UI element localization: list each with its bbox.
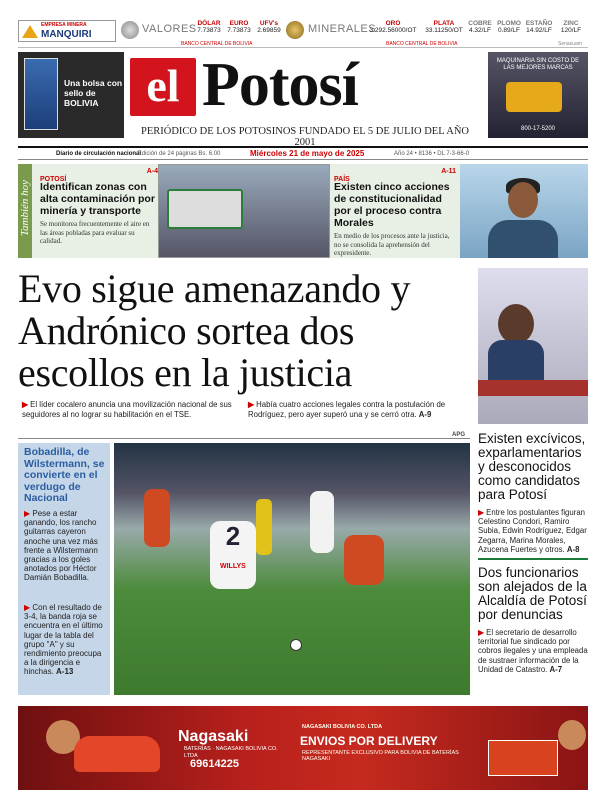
promo-left[interactable] bbox=[18, 52, 124, 138]
masthead bbox=[18, 50, 588, 146]
player-red-1 bbox=[144, 489, 170, 547]
newspaper-logo[interactable] bbox=[130, 51, 480, 119]
battery-image bbox=[488, 740, 558, 776]
player-white-2 bbox=[310, 491, 334, 553]
page-ref: A-7 bbox=[549, 664, 563, 674]
story-potosi-teaser[interactable] bbox=[40, 168, 158, 246]
zinc-value: 120/LF bbox=[560, 27, 582, 34]
oro-value: 3.292.56000/OT bbox=[369, 27, 417, 34]
mascot-right-image bbox=[558, 720, 586, 750]
minerals-icon bbox=[286, 21, 304, 39]
ad-headline: ENVIOS POR DELIVERY bbox=[300, 734, 438, 748]
ad-small-print: REPRESENTANTE EXCLUSIVO PARA BOLIVIA DE BATERÍAS NAGASAKI bbox=[302, 750, 459, 762]
ufv-label: UFV's bbox=[259, 20, 279, 27]
plomo-value: 0.89/LF bbox=[497, 27, 521, 34]
scooter-image bbox=[74, 736, 160, 772]
player-white-jersey: 2 bbox=[210, 521, 256, 589]
player-red-shooting bbox=[344, 535, 384, 585]
football-photo bbox=[114, 443, 470, 695]
page-ref: A-13 bbox=[56, 667, 74, 677]
page-ref: A-4 bbox=[146, 168, 158, 175]
page-ref: A-9 bbox=[418, 410, 432, 419]
ad-brand: Nagasaki bbox=[178, 728, 249, 745]
sport-column[interactable] bbox=[18, 443, 110, 695]
zinc-label: ZINC bbox=[563, 20, 579, 27]
bullet-text: Había cuatro acciones legales contra la postulación de Rodríguez, pero ayer superó una y se cerró otra. bbox=[248, 400, 446, 419]
main-headline[interactable]: Evo sigue amenazando y Andrónico sortea dos escollos en la justicia bbox=[18, 266, 411, 395]
person-suit bbox=[488, 340, 544, 384]
minerales-label: MINERALES bbox=[308, 23, 377, 35]
story-pais-teaser[interactable] bbox=[334, 168, 456, 258]
page-ref: A-8 bbox=[566, 544, 580, 554]
main-bullet-1: ▶ El líder cocalero anuncia una movilización nacional de sus seguidores al no lograr su habilitación en el TSE. bbox=[22, 400, 232, 419]
jersey-sponsor: WILLYS bbox=[220, 563, 246, 570]
section-label: PAÍS bbox=[334, 176, 350, 183]
edition-bar bbox=[18, 146, 588, 160]
main-bullet-2: ▶ Había cuatro acciones legales contra la postulación de Rodríguez, pero ayer superó una y se cerró otra. A-9 bbox=[248, 400, 446, 419]
manquiri-name: MANQUIRI bbox=[41, 29, 92, 40]
photo-credit: APG bbox=[452, 432, 466, 438]
logo-potosi: Potosí bbox=[202, 51, 358, 119]
edition-label: · Edición de 24 páginas Bs. 6.00 bbox=[134, 151, 221, 157]
cobre-value: 4.32/LF bbox=[468, 27, 492, 34]
sport-story bbox=[18, 438, 470, 694]
referee bbox=[256, 499, 272, 555]
coin-icon bbox=[121, 21, 139, 39]
portrait-suit bbox=[488, 220, 558, 258]
ad-sub: BATERÍAS · NAGASAKI BOLIVIA CO. LTDA bbox=[184, 746, 278, 759]
ufv-value: 2.69859 bbox=[257, 27, 281, 34]
plata-value: 33.11250/OT bbox=[425, 27, 463, 34]
product-bag-image bbox=[24, 58, 58, 130]
meeting-photo bbox=[478, 268, 588, 424]
ball bbox=[290, 639, 302, 651]
teaser-headline: Identifican zonas con alta contaminación por minería y transporte bbox=[40, 181, 155, 217]
nagasaki-ad[interactable] bbox=[18, 706, 588, 790]
manquiri-tagline: EMPRESA MINERA bbox=[41, 22, 87, 28]
estano-label: ESTAÑO bbox=[525, 20, 553, 27]
right-body: ▶ El secretario de desarrollo territorial fue sindicado por cobros ilegales y una empleada de sustraer información de la Unidad de Catastro. A-7 bbox=[478, 628, 588, 674]
teaser-summary: Se monitorea frecuentemente el aire en las áreas pobladas para evaluar su calidad. bbox=[40, 220, 150, 245]
table-cloth bbox=[478, 380, 588, 396]
estano-value: 14.92/LF bbox=[526, 27, 552, 34]
bus-image bbox=[167, 189, 243, 229]
issue-number: Año 24 • 8136 • DL 7-3-66-0 bbox=[394, 151, 470, 157]
right-story-2[interactable] bbox=[478, 558, 588, 674]
oro-label: ORO bbox=[385, 20, 401, 27]
plata-label: PLATA bbox=[433, 20, 455, 27]
section-label: POTOSÍ bbox=[40, 176, 67, 183]
euro-label: EURO bbox=[229, 20, 249, 27]
excavator-image bbox=[506, 82, 562, 112]
right-body: ▶ Entre los postulantes figuran Celestino Condori, Ramiro Subia, Edwin Rodríguez, Edgar Zegarra, Marina Morales, Azucena Fuertes y otros. A-8 bbox=[478, 508, 587, 554]
cobre-label: COBRE bbox=[468, 20, 492, 27]
tagline: PERIÓDICO DE LOS POTOSINOS FUNDADO EL 5 DE JULIO DEL AÑO 2001 bbox=[140, 126, 470, 148]
ad-phone: 69614225 bbox=[190, 758, 239, 770]
manquiri-mark-icon bbox=[22, 25, 38, 38]
promo-right[interactable] bbox=[488, 52, 588, 138]
dolar-label: DÓLAR bbox=[197, 20, 221, 27]
promo-right-text: MAQUINARIA SIN COSTO DE LAS MEJORES MARCAS bbox=[496, 58, 580, 71]
sport-paragraph-1: ▶ Pese a estar ganando, los rancho guitarras cayeron anoche una vez más frente a Wilstermann gracias a los goles anotados por Héctor Damián Bobadilla. bbox=[24, 509, 98, 583]
also-today-strip bbox=[18, 164, 588, 258]
teaser-summary: En medio de los procesos ante la justicia, no se consolida la aprehensión del expresidente. bbox=[334, 232, 450, 257]
plomo-label: PLOMO bbox=[497, 20, 521, 27]
bus-photo bbox=[158, 164, 330, 258]
ad-company: NAGASAKI BOLIVIA CO. LTDA bbox=[302, 724, 383, 730]
market-ticker bbox=[18, 18, 588, 48]
portrait-face bbox=[508, 182, 538, 218]
euro-value: 7.73873 bbox=[227, 27, 251, 34]
valores-label: VALORES bbox=[142, 23, 197, 35]
ticker-source: Senasuam bbox=[558, 41, 582, 47]
sport-paragraph-2: ▶ Con el resultado de 3-4, la banda roja se encuentra en el último lugar de la tabla del grupo "A" y su rendimiento preocupa a la dirigencia e hinchas. A-13 bbox=[24, 603, 103, 677]
person-image bbox=[498, 304, 534, 344]
page-ref: A-11 bbox=[441, 168, 456, 175]
manquiri-logo bbox=[18, 20, 116, 42]
promo-right-phone: 800-17-5200 bbox=[520, 126, 556, 132]
teaser-headline: Existen cinco acciones de constitucionalidad por el proceso contra Morales bbox=[334, 181, 450, 229]
bullet-text: El líder cocalero anuncia una movilización nacional de sus seguidores al no lograr su habilitación en el TSE. bbox=[22, 400, 232, 419]
right-headline: Existen excívicos, exparlamentarios y desconocidos como candidatos para Potosí bbox=[478, 431, 586, 502]
sport-headline: Bobadilla, de Wilstermann, se convierte en el verdugo de Nacional bbox=[24, 446, 105, 504]
logo-el: el bbox=[130, 58, 196, 116]
promo-left-text: Una bolsa con sello de BOLIVIA bbox=[64, 78, 123, 108]
right-story-1[interactable] bbox=[478, 432, 588, 554]
right-headline: Dos funcionarios son alejados de la Alcaldía de Potosí por denuncias bbox=[478, 565, 587, 622]
bcb-right-label: BANCO CENTRAL DE BOLIVIA bbox=[386, 41, 458, 47]
bcb-left-label: BANCO CENTRAL DE BOLIVIA bbox=[181, 41, 253, 47]
also-today-label: También hoy bbox=[18, 164, 32, 258]
edition-date: Miércoles 21 de mayo de 2025 bbox=[250, 149, 365, 158]
portrait-photo bbox=[460, 164, 588, 258]
circulation-label: Diario de circulación nacional bbox=[56, 151, 142, 157]
dolar-value: 7.73873 bbox=[197, 27, 221, 34]
